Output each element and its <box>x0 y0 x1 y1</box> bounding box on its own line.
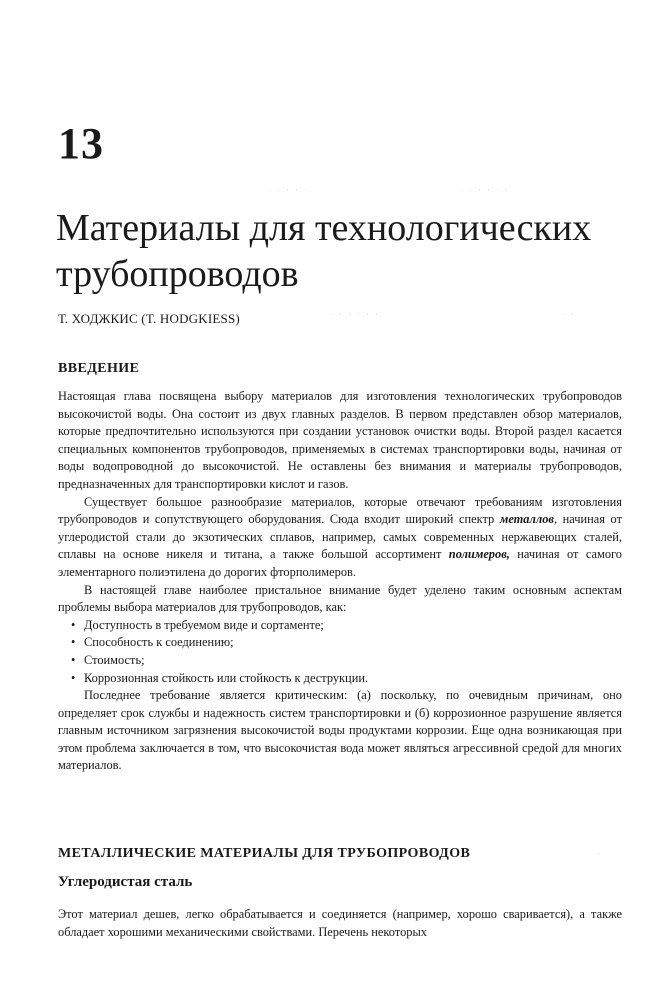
list-item: • Доступность в требуемом виде и сортаменте; <box>58 617 622 635</box>
paragraph <box>58 494 622 582</box>
scan-artifact: · <box>598 850 603 859</box>
section-heading-metals: МЕТАЛЛИЧЕСКИЕ МАТЕРИАЛЫ ДЛЯ ТРУБОПРОВОДОВ <box>58 846 471 861</box>
intro-body <box>58 388 622 775</box>
bullet-list <box>58 617 622 687</box>
section-heading-intro: ВВЕДЕНИЕ <box>58 361 140 376</box>
metals-body <box>58 906 622 941</box>
paragraph: Настоящая глава посвящена выбору материалов для изготовления технологических трубопроводов высокочистой воды. Она состоит из двух главных разделов. В первом представлен обзор материалов, которые предпочтительно используются при создании установок очистки воды. Второй раздел касается специальных компонентов трубопроводов, применяемых в системах транспортировки воды, начиная от воды водопроводной до высокочистой. Не оставлены без внимания и материалы трубопроводов, предназначенных для транспортировки кислот и газов. <box>58 389 622 491</box>
scan-artifact: · · · · · · <box>330 310 380 319</box>
keyword-metals: металлов <box>499 512 554 527</box>
paragraph-text: начиная от самого элементарного полиэтилена до дорогих фторполимеров. <box>58 547 622 579</box>
list-item: • Способность к соединению; <box>58 634 622 652</box>
paragraph-text: Существует большое разнообразие материалов, которые отвечают требованиям изготовления трубопроводов и сопутствующего оборудования. Сюда входит широкий спектр <box>58 494 622 527</box>
chapter-title: Материалы для технологических трубопроводов <box>56 207 592 295</box>
subheading-carbon-steel: Углеродистая сталь <box>58 874 193 890</box>
scan-artifact: · · <box>562 310 576 319</box>
list-item: • Стоимость; <box>58 652 622 670</box>
scan-artifact: · · · · · · <box>460 186 510 195</box>
list-item: • Коррозионная стойкость или стойкость к деструкции. <box>58 670 622 688</box>
paragraph-text: , начиная от углеродистой стали до экзотических сплавов, например, самых современных нержавеющих сталей, сплавы на основе никеля и титана, а также большой ассортимент <box>58 512 622 562</box>
paragraph: Этот материал дешев, легко обрабатывается и соединяется (например, хорошо сваривается), а также обладает хорошими механическими свойствами. Перечень некоторых <box>58 907 622 939</box>
chapter-number: 13 <box>58 119 104 168</box>
keyword-polymers: полимеров, <box>448 547 510 562</box>
paragraph: Последнее требование является критическим: (а) поскольку, по очевидным причинам, оно определяет срок службы и надежность систем транспортировки и (б) коррозионное разрушение является главным источником загрязнения высокочистой воды продуктами коррозии. Еще одна возникающая при этом проблема заключается в том, что высокочистая вода может являться агрессивной средой для многих материалов. <box>58 688 622 773</box>
paragraph: В настоящей главе наиболее пристальное внимание будет уделено таким основным аспектам проблемы выбора материалов для трубопроводов, как: <box>58 582 622 615</box>
chapter-author: Т. ХОДЖКИС (T. HODGKIESS) <box>58 311 240 326</box>
scan-artifact: · · · · · <box>268 186 309 195</box>
